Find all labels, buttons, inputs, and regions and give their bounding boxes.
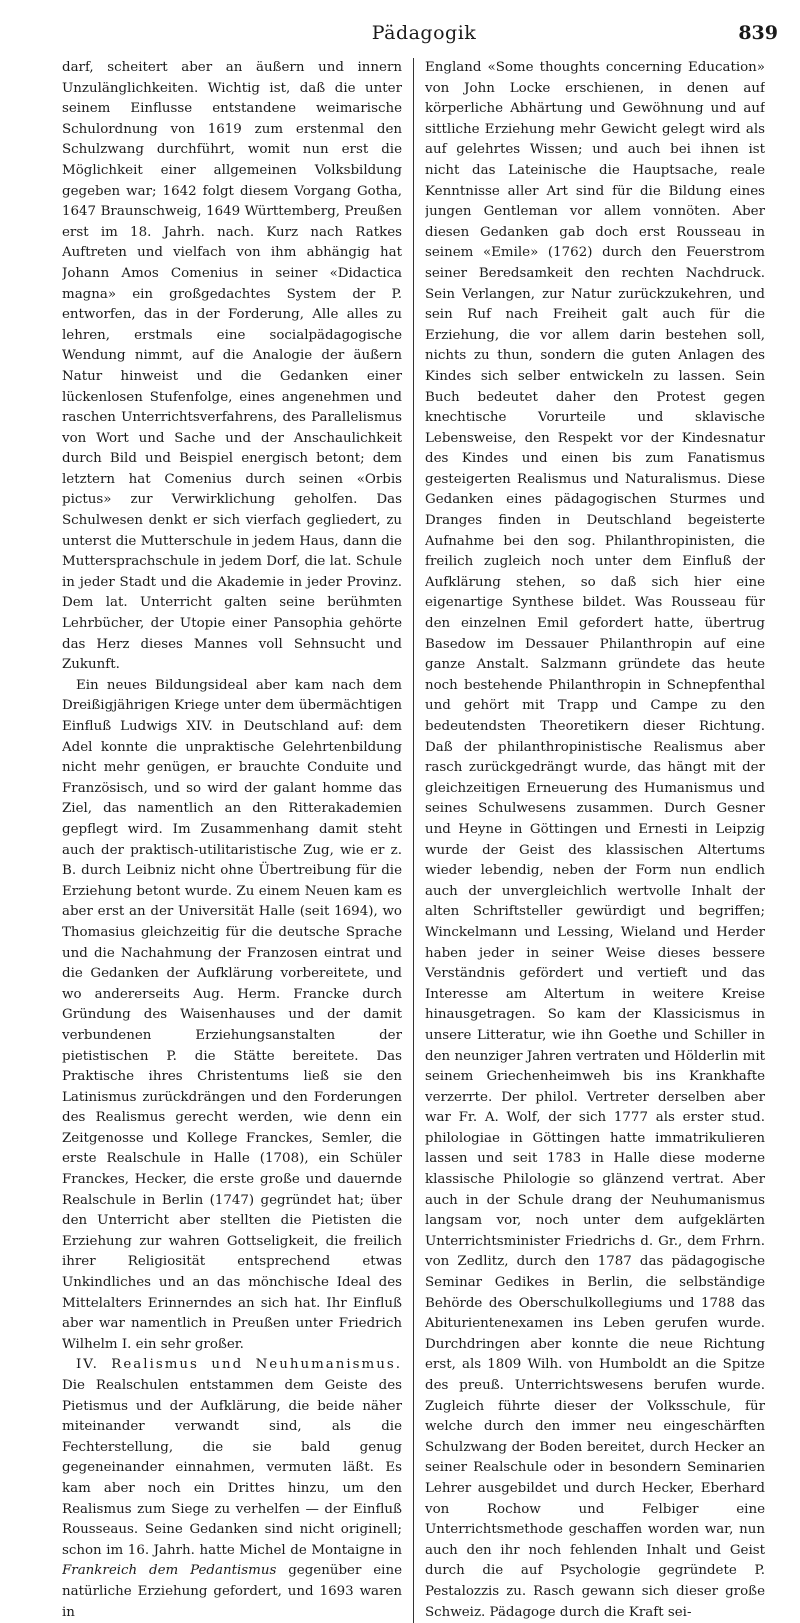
paragraph: Ein neues Bildungsideal aber kam nach dem Dreißigjährigen Kriege unter dem übermächtigen Einfluß Ludwigs XIV. in Deutschland auf: dem Adel konnte die unpraktische Gelehrtenbildung nicht mehr genügen, er brauchte Conduite und Französisch, und so wird der galant homme das Ziel, das namentlich an den Ritterakademien gepflegt wird. Im Zusammenhang damit steht auch der praktisch-utilitaristische Zug, wie er z. B. durch Leibniz nicht ohne Übertreibung für die Erziehung betont wurde. Zu einem Neuen kam es aber erst an der Universität Halle (seit 1694), wo Thomasius gleichzeitig für die deutsche Sprache und die Nachahmung der Franzosen eintrat und die Gedanken der Aufklärung vorbereitete, und wo andererseits Aug. Herm. Francke durch Gründung des Waisenhauses und der damit verbundenen Erziehungsanstalten der pietistischen P. die Stätte bereitete. Das Praktische ihres Christentums ließ sie den Latinismus zurückdrängen und den Forderungen des Realismus gerecht werden, wie denn ein Zeitgenosse und Kollege Franckes, Semler, die erste Realschule in Halle (1708), ein Schüler Franckes, Hecker, die erste große und dauernde Realschule in Berlin (1747) gegründet hat; über den Unterricht aber stellten die Pietisten die Erziehung zur wahren Gottseligkeit, die freilich ihrer Religiosität entsprechend etwas Unkindliches und an das mönchische Ideal des Mittelalters Erinnerndes an sich hat. Ihr Einfluß aber war namentlich in Preußen unter Friedrich Wilhelm I. ein sehr großer. xyxy=(62,677,402,1352)
page-header xyxy=(62,22,786,52)
two-column-body xyxy=(62,58,786,1623)
section-paragraph xyxy=(62,1355,402,1623)
emphasis-text: Frankreich dem Pedantismus xyxy=(62,1563,277,1579)
paragraph-text: gegenüber eine natürliche Erziehung gefordert, und 1693 waren in xyxy=(62,1563,402,1620)
column-divider xyxy=(413,58,414,1623)
left-column xyxy=(62,58,402,1623)
running-head: Pädagogik xyxy=(371,22,477,44)
paragraph: England «Some thoughts concerning Education» von John Locke erschienen, in denen auf körperliche Abhärtung und Gewöhnung und auf sittliche Erziehung mehr Gewicht gelegt wird als auf gelehrtes Wissen; und auch bei ihnen ist nicht das Lateinische die Hauptsache, reale Kenntnisse aller Art sind für die Bildung eines jungen Gentleman vor allem vonnöten. Aber diesen Gedanken gab doch erst Rousseau in seinem «Emile» (1762) durch den Feuerstrom seiner Beredsamkeit den rechten Nachdruck. Sein Verlangen, zur Natur zurückzukehren, und sein Ruf nach Freiheit galt auch für die Erziehung, die vor allem darin bestehen soll, nichts zu thun, sondern die guten Anlagen des Kindes sich selber entwickeln zu lassen. Sein Buch bedeutet daher den Protest gegen knechtische Vorurteile und sklavische Lebensweise, den Respekt vor der Kindesnatur des Kindes und einen bis zum Fanatismus gesteigerten Realismus und Naturalismus. Diese Gedanken eines pädagogischen Sturmes und Dranges finden in Deutschland begeisterte Aufnahme bei den sog. Philanthropinisten, die freilich zugleich noch unter dem Einfluß der Aufklärung stehen, so daß sich hier eine eigenartige Synthese bildet. Was Rousseau für den einzelnen Emil gefordert hatte, übertrug Basedow im Dessauer Philanthropin auf eine ganze Anstalt. Salzmann gründete das heute noch bestehende Philanthropin in Schnepfenthal und gehört mit Trapp und Campe zu den bedeutendsten Theoretikern dieser Richtung. Daß der philanthropinistische Realismus aber rasch zurückgedrängt wurde, das hängt mit der gleichzeitigen Erneuerung des Humanismus und seines Schulwesens zusammen. Durch Gesner und Heyne in Göttingen und Ernesti in Leipzig wurde der Geist des klassischen Altertums wieder lebendig, neben der Form nun endlich auch der unvergleichlich wertvolle Inhalt der alten Schriftsteller gewürdigt und begriffen; Winckelmann und Lessing, Wieland und Herder haben jeder in seiner Weise dieses bessere Verständnis gefördert und vertieft und das Interesse am Altertum in weitere Kreise hinausgetragen. So kam der Klassicismus in unsere Litteratur, wie ihn Goethe und Schiller in den neunziger Jahren vertraten und Hölderlin mit seinem Griechenheimweh bis ins Krankhafte verzerrte. Der philol. Vertreter derselben aber war Fr. A. Wolf, der sich 1777 als erster stud. philologiae in Göttingen hatte immatrikulieren lassen und seit 1783 in Halle diese moderne klassische Philologie so glänzend vertrat. Aber auch in der Schule drang der Neuhumanismus langsam vor, noch unter dem aufgeklärten Unterrichtsminister Friedrichs d. Gr., dem Frhrn. von Zedlitz, durch den 1787 das pädagogische Seminar Gedikes in Berlin, die selbständige Behörde des Oberschulkollegiums und 1788 das Abiturientenexamen ins Leben gerufen wurde. Durchdringen aber konnte die neue Richtung erst, als 1809 Wilh. von Humboldt an die Spitze des preuß. Unterrichtswesens berufen wurde. Zugleich führte dieser der Volksschule, für welche durch den immer neu eingeschärften Schulzwang der Boden bereitet, durch Hecker an seiner Realschule oder in besondern Seminarien Lehrer ausgebildet und durch Hecker, Eberhard von Rochow und Felbiger eine Unterrichtsmethode geschaffen worden war, nun auch den ihr noch fehlenden Inhalt und Geist durch die auf Psychologie gegründete P. Pestalozzis zu. Rasch gewann sich dieser große Schweiz. Pädagoge durch die Kraft sei- xyxy=(425,60,765,1620)
paragraph: darf, scheitert aber an äußern und innern Unzulänglichkeiten. Wichtig ist, daß die unter seinem Einflusse entstandene weimarische Schulordnung von 1619 zum erstenmal den Schulzwang durchführt, womit nun erst die Möglichkeit einer allgemeinen Volksbildung gegeben war; 1642 folgt diesem Vorgang Gotha, 1647 Braunschweig, 1649 Württemberg, Preußen erst im 18. Jahrh. nach. Kurz nach Ratkes Auftreten und vielfach von ihm abhängig hat Johann Amos Comenius in seiner «Didactica magna» ein großgedachtes System der P. entworfen, das in der Forderung, Alle alles zu lehren, erstmals eine socialpädagogische Wendung nimmt, auf die Analogie der äußern Natur hinweist und die Gedanken einer lückenlosen Stufenfolge, eines angenehmen und raschen Unterrichtsverfahrens, des Parallelismus von Wort und Sache und der Anschaulichkeit durch Bild und Beispiel energisch betont; dem letztern hat Comenius durch seinen «Orbis pictus» zur Verwirklichung geholfen. Das Schulwesen denkt er sich vierfach gegliedert, zu unterst die Mutterschule in jedem Haus, dann die Muttersprachschule in jedem Dorf, die lat. Schule in jeder Stadt und die Akademie in jeder Provinz. Dem lat. Unterricht galten seine berühmten Lehrbücher, der Utopie einer Pansophia gehörte das Herz dieses Mannes voll Sehnsucht und Zukunft. xyxy=(62,60,402,673)
page-number: 839 xyxy=(738,22,778,44)
section-heading: IV. Realismus und Neuhumanismus. xyxy=(76,1357,402,1373)
paragraph-text: Die Realschulen entstammen dem Geiste des Pietismus und der Aufklärung, die beide näher miteinander verwandt sind, als die Fechterstellung, die sie bald genug gegeneinander einnahmen, vermuten läßt. Es kam aber noch ein Drittes hinzu, um den Realismus zum Siege zu verhelfen — der Einfluß Rousseaus. Seine Gedanken sind nicht originell; schon im 16. Jahrh. hatte Michel de Montaigne in xyxy=(62,1378,402,1558)
right-column xyxy=(425,58,765,1623)
